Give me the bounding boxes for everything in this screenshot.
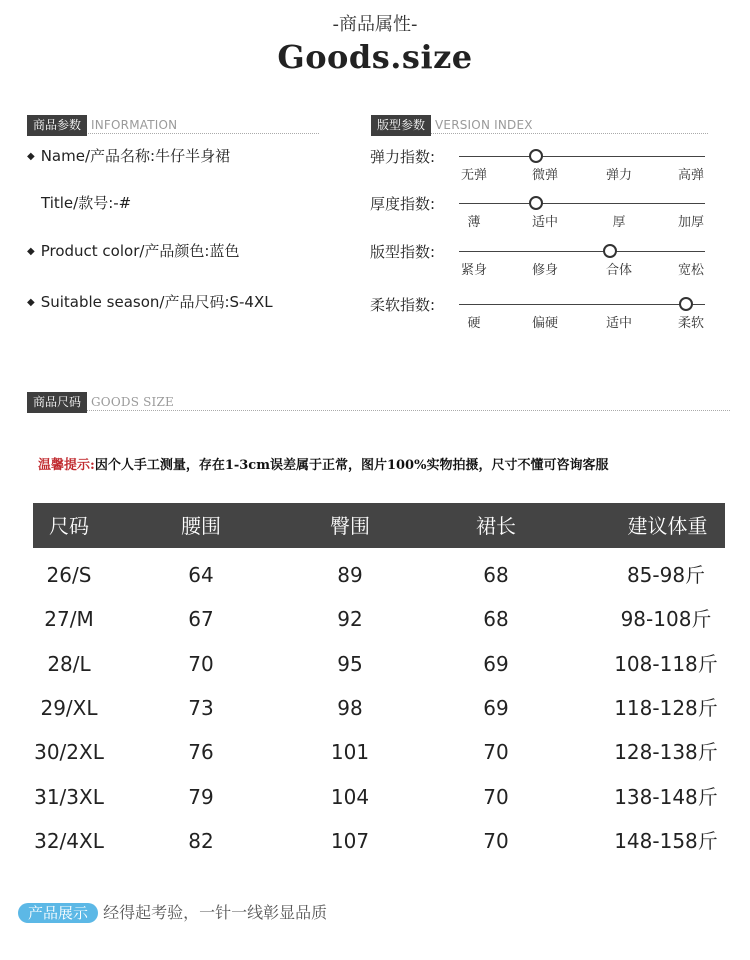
index-knob <box>603 244 617 258</box>
size-tag: 商品尺码 <box>27 392 87 413</box>
index-tick-label: 硬 <box>467 316 481 331</box>
table-cell: 28/L <box>47 652 91 676</box>
info-row-name <box>27 145 230 166</box>
index-knob <box>679 297 693 311</box>
size-tag-en: GOODS SIZE <box>91 395 174 409</box>
table-cell: 69 <box>483 652 509 676</box>
index-label: 柔软指数: <box>370 296 436 314</box>
index-tick-label: 紧身 <box>460 263 487 278</box>
info-row-season <box>27 291 273 312</box>
version-section-header <box>371 114 708 134</box>
info-value: S-4XL <box>229 293 273 311</box>
table-cell: 148-158斤 <box>614 829 718 853</box>
index-tick-label: 无弹 <box>460 168 487 183</box>
table-cell: 98 <box>337 696 363 720</box>
index-knob <box>529 149 543 163</box>
table-cell: 79 <box>188 785 214 809</box>
index-track <box>459 251 705 252</box>
table-cell: 70 <box>483 829 509 853</box>
table-cell: 107 <box>330 829 370 853</box>
table-cell: 89 <box>337 563 363 587</box>
column-header-hip: 臀围 <box>330 514 370 538</box>
table-cell: 108-118斤 <box>614 652 718 676</box>
table-cell: 98-108斤 <box>620 607 712 631</box>
index-knob <box>529 196 543 210</box>
index-tick-label: 厚 <box>612 215 626 230</box>
table-cell: 128-138斤 <box>614 740 718 764</box>
index-tick-label: 加厚 <box>677 215 704 230</box>
table-cell: 32/4XL <box>34 829 104 853</box>
index-tick-label: 微弹 <box>531 168 558 183</box>
table-cell: 101 <box>330 740 370 764</box>
size-notice <box>38 454 738 473</box>
table-cell: 92 <box>337 607 363 631</box>
info-key: Product color/产品颜色: <box>40 242 210 260</box>
index-tick-label: 柔软 <box>677 316 704 331</box>
table-cell: 104 <box>330 785 370 809</box>
table-cell: 73 <box>188 696 214 720</box>
table-cell: 64 <box>188 563 214 587</box>
index-track <box>459 203 705 204</box>
table-cell: 95 <box>337 652 363 676</box>
info-row-title <box>41 192 131 213</box>
notice-text: 因个人手工测量，存在1-3cm误差属于正常，图片100%实物拍摄，尺寸不懂可咨询客服 <box>94 458 609 473</box>
table-cell: 82 <box>188 829 214 853</box>
index-tick-label: 高弹 <box>677 168 704 183</box>
info-key: Name/产品名称: <box>40 147 156 165</box>
size-table-header <box>33 503 725 548</box>
footer-text: 经得起考验，一针一线彰显品质 <box>103 903 328 922</box>
index-label: 版型指数: <box>370 243 436 261</box>
table-cell: 70 <box>483 740 509 764</box>
info-value: 蓝色 <box>209 242 240 260</box>
table-cell: 67 <box>188 607 214 631</box>
index-tick-label: 适中 <box>531 215 558 230</box>
index-track <box>459 156 705 157</box>
table-cell: 68 <box>483 607 509 631</box>
index-tick-label: 薄 <box>467 215 481 230</box>
info-tag: 商品参数 <box>27 115 87 136</box>
column-header-size: 尺码 <box>49 514 89 538</box>
column-header-waist: 腰围 <box>181 514 221 538</box>
table-cell: 30/2XL <box>34 740 104 764</box>
index-tick-label: 修身 <box>531 263 558 278</box>
column-header-weight: 建议体重 <box>627 514 708 538</box>
table-cell: 29/XL <box>40 696 98 720</box>
info-key: Title/款号: <box>41 194 114 212</box>
size-section-header <box>27 391 730 411</box>
product-display-footer <box>18 900 327 923</box>
table-cell: 138-148斤 <box>614 785 718 809</box>
bullet-icon: ◆ <box>27 246 35 257</box>
table-cell: 118-128斤 <box>614 696 718 720</box>
version-tag: 版型参数 <box>371 115 431 136</box>
info-value: -# <box>113 194 132 212</box>
table-cell: 27/M <box>44 607 94 631</box>
index-label: 厚度指数: <box>370 195 436 213</box>
info-row-color <box>27 240 239 261</box>
table-cell: 69 <box>483 696 509 720</box>
notice-label: 温馨提示: <box>38 458 95 473</box>
version-tag-en: VERSION INDEX <box>435 118 533 132</box>
table-cell: 31/3XL <box>34 785 104 809</box>
table-cell: 70 <box>188 652 214 676</box>
index-tick-label: 宽松 <box>677 263 704 278</box>
bullet-icon: ◆ <box>27 297 35 308</box>
info-tag-en: INFORMATION <box>91 118 178 132</box>
index-tick-label: 偏硬 <box>531 316 558 331</box>
info-value: 牛仔半身裙 <box>155 147 231 165</box>
table-cell: 76 <box>188 740 214 764</box>
index-tick-label: 适中 <box>605 316 632 331</box>
product-display-pill: 产品展示 <box>18 903 98 923</box>
table-cell: 26/S <box>46 563 92 587</box>
bullet-icon: ◆ <box>27 151 35 162</box>
table-cell: 70 <box>483 785 509 809</box>
table-cell: 68 <box>483 563 509 587</box>
index-track <box>459 304 705 305</box>
table-cell: 85-98斤 <box>626 563 706 587</box>
index-tick-label: 合体 <box>605 263 632 278</box>
section-subtitle: -商品属性- <box>332 14 418 35</box>
info-key: Suitable season/产品尺码: <box>40 293 230 311</box>
info-section-header <box>27 114 319 134</box>
index-label: 弹力指数: <box>370 148 436 166</box>
column-header-length: 裙长 <box>476 514 516 538</box>
page-title: Goods.size <box>277 38 473 76</box>
index-tick-label: 弹力 <box>605 168 632 183</box>
